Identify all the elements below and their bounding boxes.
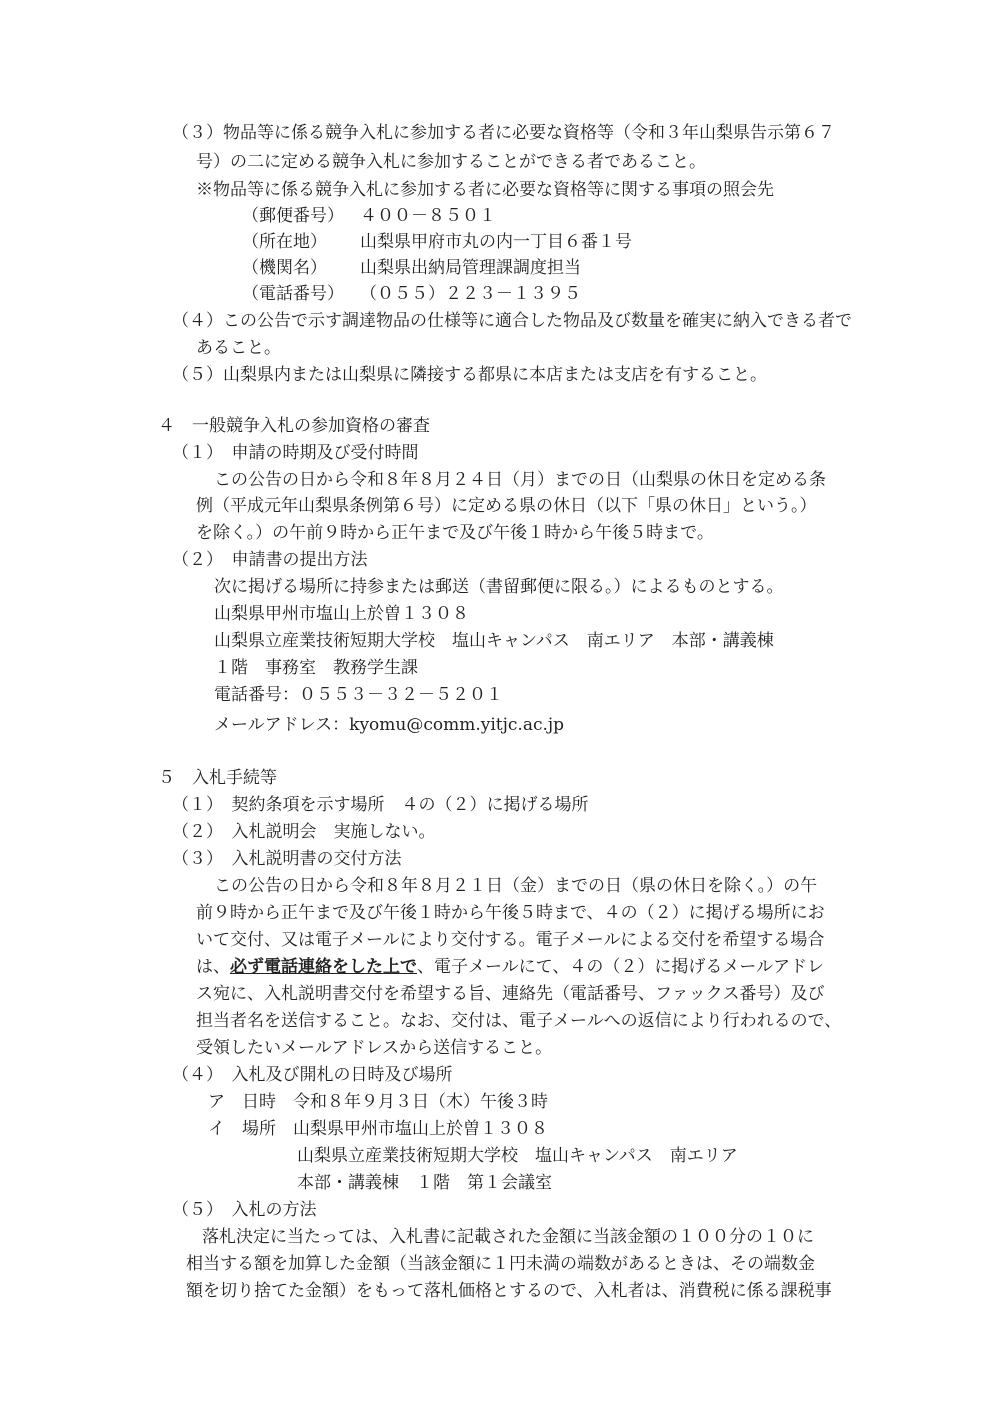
submission-email: メールアドレス：kyomu@comm.yitjc.ac.jp: [214, 715, 565, 735]
inquiry-note-heading: ※物品等に係る競争入札に参加する者に必要な資格等に関する事項の照会先: [196, 180, 774, 200]
bid-place-institution: 山梨県立産業技術短期大学校 塩山キャンパス 南エリア: [297, 1146, 738, 1166]
section-5-sub-5-line-2: 相当する額を加算した金額（当該金額に１円未満の端数があるときは、その端数金: [186, 1254, 815, 1274]
item-4-line-1: （４）この公告で示す調達物品の仕様等に適合した物品及び数量を確実に納入できる者で: [172, 311, 852, 331]
phone-contact-emphasis: 必ず電話連絡をした上で: [230, 957, 417, 977]
section-4-sub-1-line-1: この公告の日から令和８年８月２４日（月）までの日（山梨県の休日を定める条: [214, 470, 826, 490]
bid-place-room: 本部・講義棟 １階 第１会議室: [297, 1173, 552, 1193]
section-5-sub-5-line-3: 額を切り捨てた金額）をもって落札価格とするので、入札者は、消費税に係る課税事: [186, 1281, 832, 1301]
section-5-sub-3-line-2: 前９時から正午まで及び午後１時から午後５時まで、４の（２）に掲げる場所にお: [196, 903, 825, 923]
contact-address-value: 山梨県甲府市丸の内一丁目６番１号: [360, 232, 632, 252]
item-4-line-2: あること。: [196, 338, 281, 358]
line-4-suffix: 、電子メールにて、４の（２）に掲げるメールアドレ: [417, 957, 824, 977]
contact-postal-value: ４００－８５０１: [360, 206, 496, 226]
section-5-sub-3-line-4: [196, 956, 824, 978]
section-5-sub-3-line-1: この公告の日から令和８年８月２１日（金）までの日（県の休日を除く。）の午: [214, 876, 818, 896]
section-5-sub-3-line-6: 担当者名を送信すること。なお、交付は、電子メールへの返信により行われるので、: [196, 1011, 842, 1031]
section-4-sub-1-line-3: を除く。）の午前９時から正午まで及び午後１時から午後５時まで。: [196, 523, 714, 543]
section-4-sub-1-line-2: 例（平成元年山梨県条例第６号）に定める県の休日（以下「県の休日」という。）: [196, 496, 817, 516]
section-4-heading: ４ 一般競争入札の参加資格の審査: [158, 416, 430, 436]
contact-agency-label: （機関名）: [242, 258, 327, 278]
contact-agency-value: 山梨県出納局管理課調度担当: [360, 258, 581, 278]
bid-place: イ 場所 山梨県甲州市塩山上於曽１３０８: [208, 1119, 548, 1139]
item-3-line-1: （３）物品等に係る競争入札に参加する者に必要な資格等（令和３年山梨県告示第６７: [172, 123, 835, 143]
contact-postal-label: （郵便番号）: [242, 206, 344, 226]
section-5-sub-5-heading: （５） 入札の方法: [172, 1200, 317, 1220]
section-5-sub-4-heading: （４） 入札及び開札の日時及び場所: [172, 1065, 453, 1085]
section-5-sub-3-line-5: ス宛に、入札説明書交付を希望する旨、連絡先（電話番号、ファックス番号）及び: [196, 984, 825, 1004]
section-5-sub-3-line-7: 受領したいメールアドレスから送信すること。: [196, 1038, 553, 1058]
contact-phone-label: （電話番号）: [242, 284, 344, 304]
submission-office: １階 事務室 教務学生課: [214, 658, 418, 678]
contact-address-label: （所在地）: [242, 232, 327, 252]
item-5: （５）山梨県内または山梨県に隣接する都県に本店または支店を有すること。: [172, 365, 767, 385]
line-4-prefix: は、: [196, 957, 230, 977]
section-5-sub-1: （１） 契約条項を示す場所 ４の（２）に掲げる場所: [172, 795, 589, 815]
submission-institution: 山梨県立産業技術短期大学校 塩山キャンパス 南エリア 本部・講義棟: [214, 631, 774, 651]
item-3-line-2: 号）の二に定める競争入札に参加することができる者であること。: [196, 152, 706, 172]
section-4-sub-2-heading: （２） 申請書の提出方法: [172, 550, 368, 570]
section-5-sub-5-line-1: 落札決定に当たっては、入札書に記載された金額に当該金額の１００分の１０に: [202, 1227, 814, 1247]
submission-method: 次に掲げる場所に持参または郵送（書留郵便に限る。）によるものとする。: [214, 577, 784, 597]
section-5-heading: ５ 入札手続等: [158, 768, 277, 788]
section-5-sub-2: （２） 入札説明会 実施しない。: [172, 822, 436, 842]
section-5-sub-3-heading: （３） 入札説明書の交付方法: [172, 849, 402, 869]
submission-phone: 電話番号：０５５３－３２－５２０１: [214, 685, 503, 705]
bid-date: ア 日時 令和８年９月３日（木）午後３時: [208, 1092, 548, 1112]
section-5-sub-3-line-3: いて交付、又は電子メールにより交付する。電子メールによる交付を希望する場合: [196, 930, 825, 950]
contact-phone-value: （０５５）２２３－１３９５: [360, 284, 581, 304]
section-4-sub-1-heading: （１） 申請の時期及び受付時間: [172, 443, 419, 463]
submission-address: 山梨県甲州市塩山上於曽１３０８: [214, 604, 469, 624]
